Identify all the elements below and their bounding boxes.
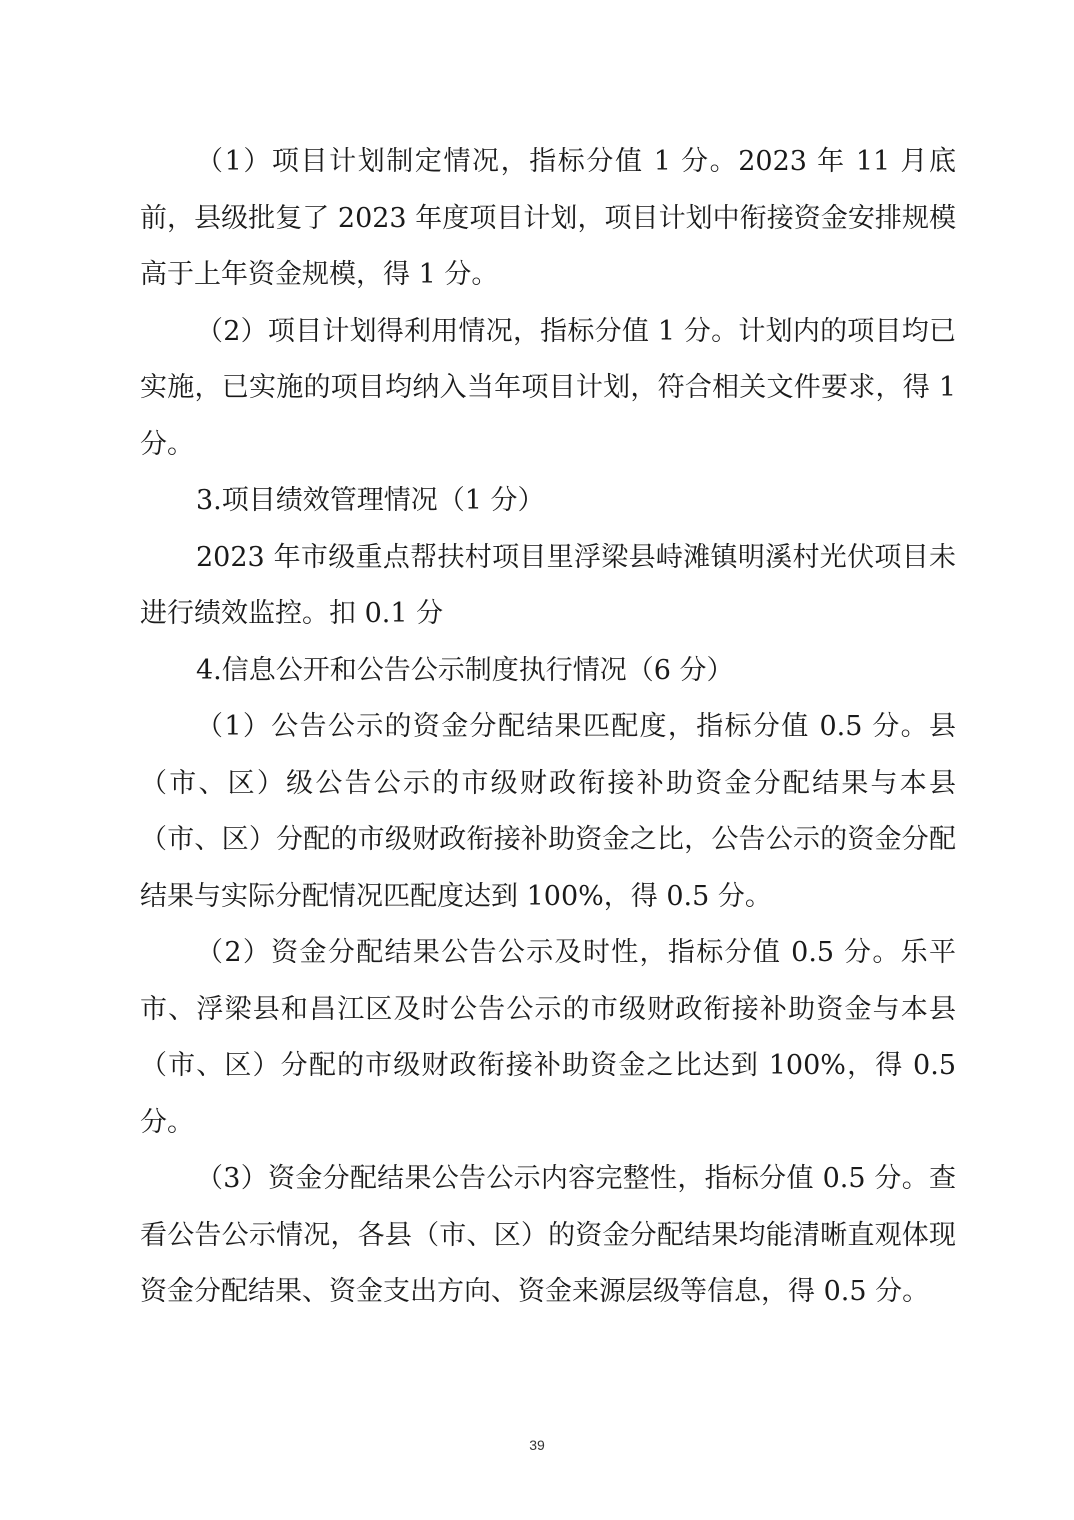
section-heading-performance-management: 3.项目绩效管理情况（1 分） xyxy=(196,485,545,516)
paragraph-plan-utilization: （2）项目计划得利用情况，指标分值 1 分。计划内的项目均已实施，已实施的项目均纳入当年项目计划，符合相关文件要求，得 1 分。 xyxy=(140,315,956,460)
paragraph-allocation-timeliness: （2）资金分配结果公告公示及时性，指标分值 0.5 分。乐平市、浮梁县和昌江区及时公告公示的市级财政衔接补助资金与本县（市、区）分配的市级财政衔接补助资金之比达到 100%，得 0.5 分。 xyxy=(140,937,956,1138)
page-number: 39 xyxy=(529,1437,545,1453)
paragraph-plan-formulation: （1）项目计划制定情况，指标分值 1 分。2023 年 11 月底前，县级批复了 2023 年度项目计划，项目计划中衔接资金安排规模高于上年资金规模，得 1 分。 xyxy=(140,146,956,290)
paragraph-allocation-match: （1）公告公示的资金分配结果匹配度，指标分值 0.5 分。县（市、区）级公告公示的市级财政衔接补助资金分配结果与本县（市、区）分配的市级财政衔接补助资金之比，公告公示的资金分配结果与实际分配情况匹配度达到 100%，得 0.5 分。 xyxy=(140,711,956,912)
section-heading-information-disclosure: 4.信息公开和公告公示制度执行情况（6 分） xyxy=(196,654,734,686)
paragraph-allocation-completeness: （3）资金分配结果公告公示内容完整性，指标分值 0.5 分。查看公告公示情况，各县（市、区）的资金分配结果均能清晰直观体现资金分配结果、资金支出方向、资金来源层级等信息，得 0.5 分。 xyxy=(140,1163,956,1307)
document-body xyxy=(140,134,956,1321)
paragraph-performance-monitoring: 2023 年市级重点帮扶村项目里浮梁县峙滩镇明溪村光伏项目未进行绩效监控。扣 0.1 分 xyxy=(140,541,956,629)
